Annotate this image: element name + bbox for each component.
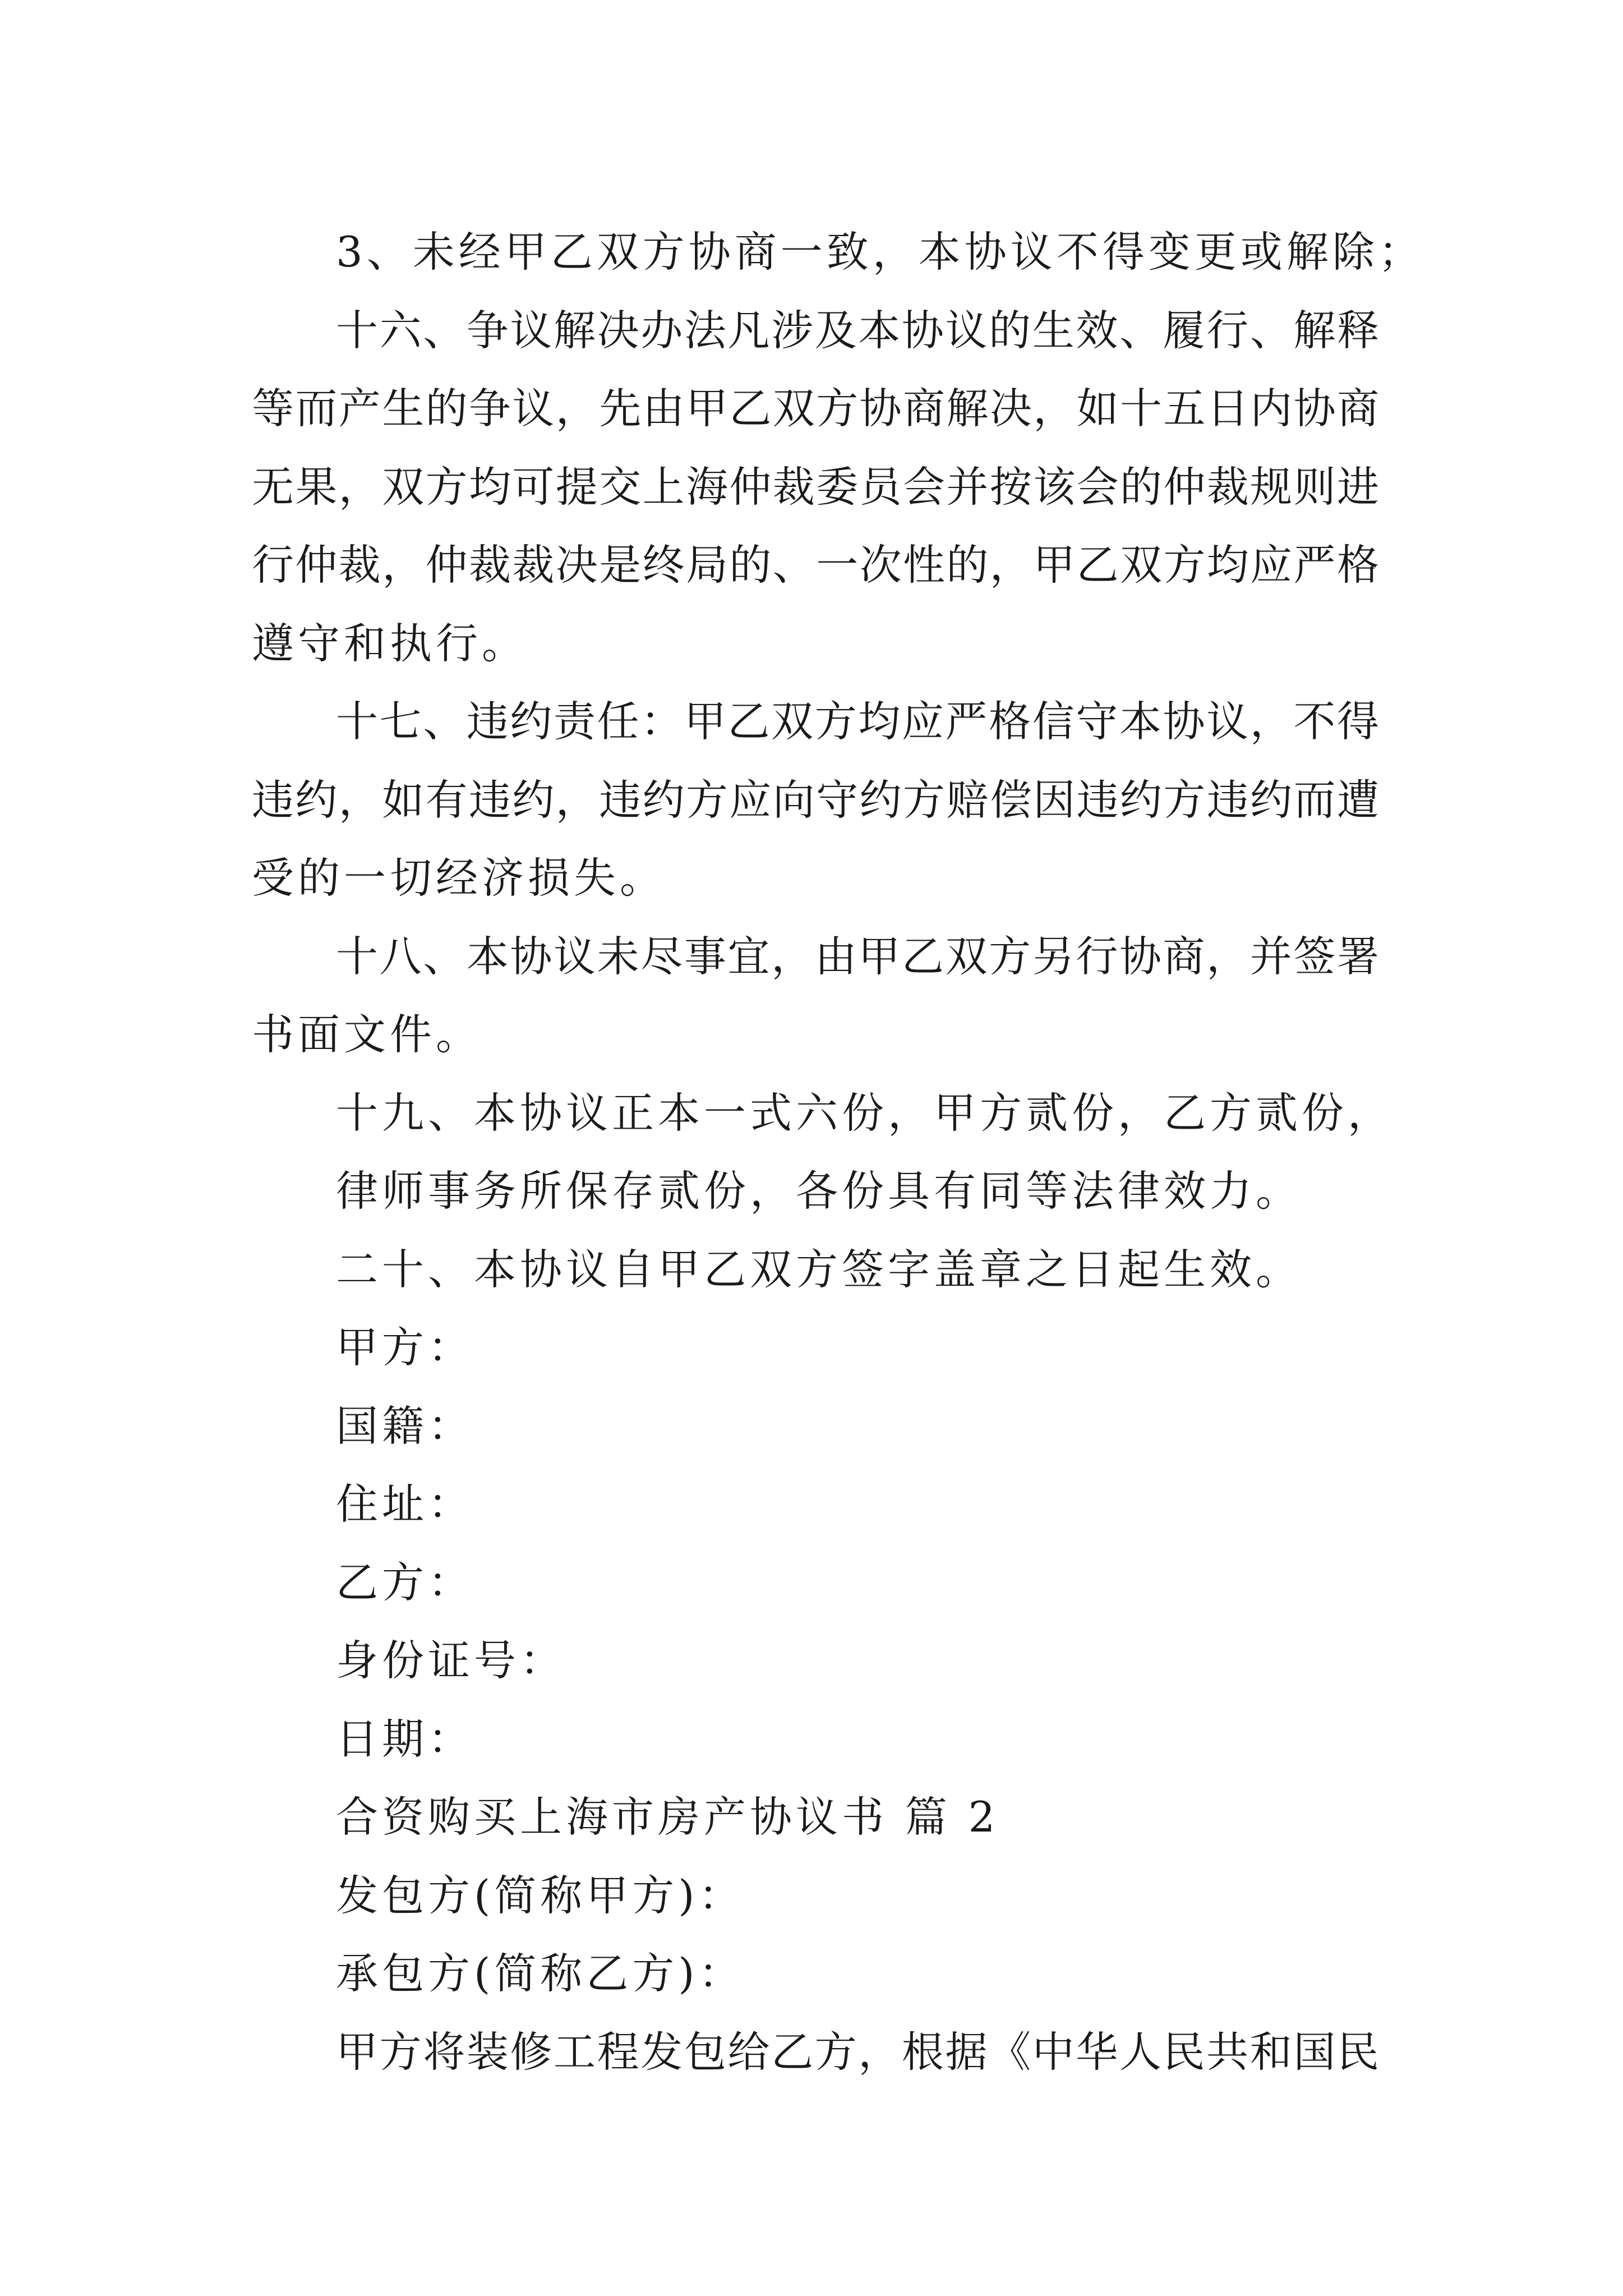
nationality-label: 国籍： <box>336 1401 474 1451</box>
party-a-label: 甲方： <box>336 1323 474 1372</box>
id-number-label: 身份证号： <box>336 1636 566 1685</box>
intro-paragraph-line: 甲方将装修工程发包给乙方，根据《中华人民共和国民 <box>336 2027 1379 2077</box>
clause-16-line-5: 遵守和执行。 <box>252 618 528 668</box>
clause-17-line-2: 违约，如有违约，违约方应向守约方赔偿因违约方违约而遭 <box>252 775 1379 825</box>
date-label: 日期： <box>336 1714 474 1764</box>
document-body <box>252 213 1424 2091</box>
clause-17-line-1: 十七、违约责任：甲乙双方均应严格信守本协议，不得 <box>336 697 1379 746</box>
clause-18-line-1: 十八、本协议未尽事宜，由甲乙双方另行协商，并签署 <box>336 931 1379 981</box>
clause-19-line-1: 十九、本协议正本一式六份，甲方贰份，乙方贰份， <box>336 1088 1394 1138</box>
contractor-party-b-label: 承包方(简称乙方)： <box>336 1949 745 1998</box>
clause-18-line-2: 书面文件。 <box>252 1010 482 1059</box>
clause-17-line-3: 受的一切经济损失。 <box>252 853 666 903</box>
clause-16-line-4: 行仲裁，仲裁裁决是终局的、一次性的，甲乙双方均应严格 <box>252 540 1379 590</box>
contractor-party-a-label: 发包方(简称甲方)： <box>336 1870 745 1920</box>
clause-3-line: 3、未经甲乙双方协商一致，本协议不得变更或解除； <box>336 227 1424 277</box>
section-title: 合资购买上海市房产协议书 篇 2 <box>336 1792 999 1842</box>
clause-19-line-2: 律师事务所保存贰份，各份具有同等法律效力。 <box>336 1166 1302 1216</box>
clause-16-line-3: 无果，双方均可提交上海仲裁委员会并按该会的仲裁规则进 <box>252 462 1379 512</box>
clause-16-line-2: 等而产生的争议，先由甲乙双方协商解决，如十五日内协商 <box>252 384 1379 433</box>
clause-20-line: 二十、本协议自甲乙双方签字盖章之日起生效。 <box>336 1244 1302 1294</box>
clause-16-line-1: 十六、争议解决办法凡涉及本协议的生效、履行、解释 <box>336 305 1379 355</box>
party-b-label: 乙方： <box>336 1557 474 1607</box>
address-label: 住址： <box>336 1479 474 1529</box>
